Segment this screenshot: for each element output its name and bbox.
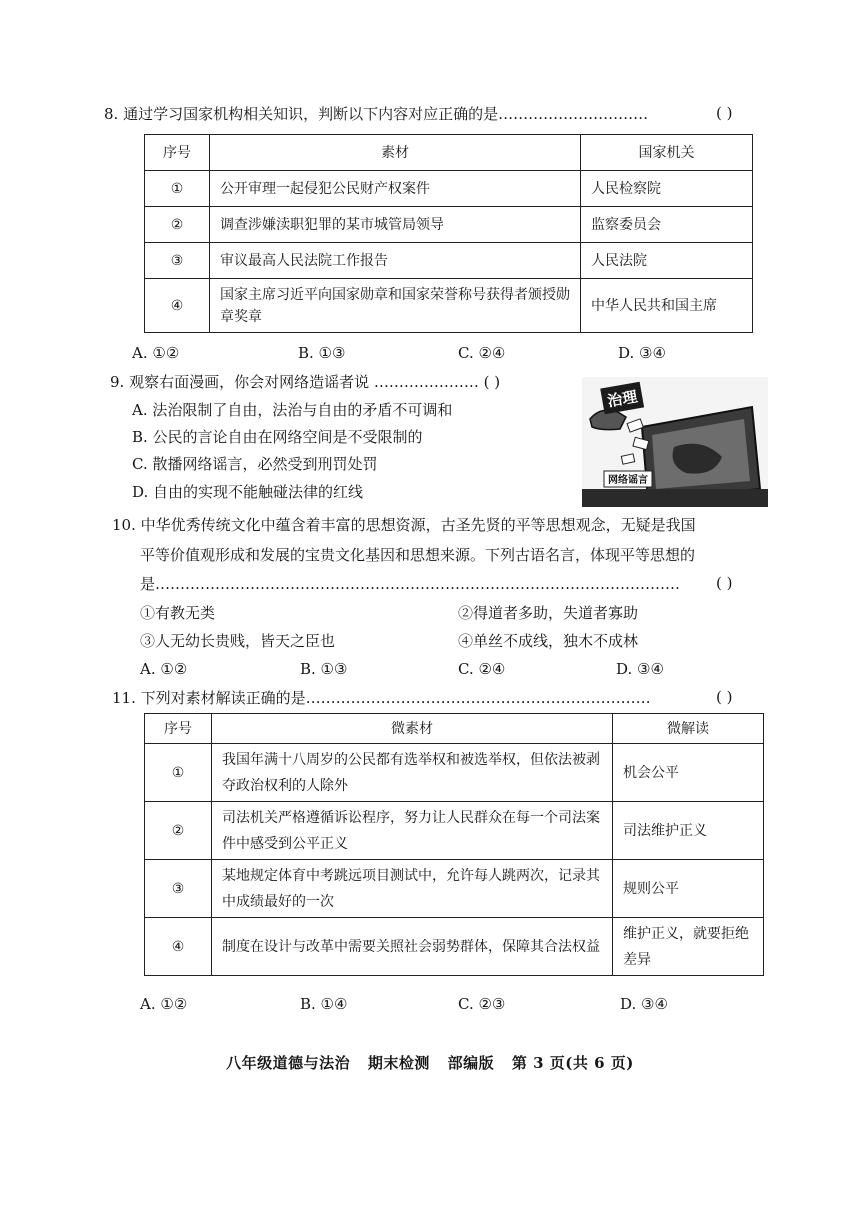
row-material: 制度在设计与改革中需要关照社会弱势群体，保障其合法权益 — [212, 918, 613, 976]
row-number: ① — [145, 744, 212, 802]
q10-stem-line-2: 平等价值观形成和发展的宝贵文化基因和思想来源。下列古语名言，体现平等思想的 — [140, 546, 696, 564]
table-row — [145, 802, 764, 860]
option-b[interactable]: B. ①③ — [298, 344, 346, 362]
row-organ: 中华人民共和国主席 — [581, 279, 753, 333]
row-number: ② — [145, 207, 210, 243]
q9-choice-d[interactable]: D. 自由的实现不能触碰法律的红线 — [132, 483, 364, 501]
table-row — [145, 171, 753, 207]
row-number: ③ — [145, 860, 212, 918]
row-material: 我国年满十八周岁的公民都有选举权和被选举权，但依法被剥夺政治权利的人除外 — [212, 744, 613, 802]
row-material: 国家主席习近平向国家勋章和国家荣誉称号获得者颁授勋章奖章 — [210, 279, 581, 333]
option-a[interactable]: A. ①② — [140, 995, 188, 1013]
row-number: ③ — [145, 243, 210, 279]
table-row — [145, 279, 753, 333]
row-material: 审议最高人民法院工作报告 — [210, 243, 581, 279]
row-number: ④ — [145, 918, 212, 976]
table-row — [145, 918, 764, 976]
option-d[interactable]: D. ③④ — [618, 344, 666, 362]
table-row — [145, 207, 753, 243]
page-footer — [0, 1052, 860, 1073]
q10-stem-line-3: 是…………………………………………………………………………………………… — [140, 575, 681, 593]
rumor-cartoon — [582, 377, 768, 507]
option-a[interactable]: A. ①② — [132, 344, 180, 362]
table-header-cell: 国家机关 — [581, 135, 753, 171]
row-number: ② — [145, 802, 212, 860]
option-b[interactable]: B. ①④ — [300, 995, 348, 1013]
row-material: 司法机关严格遵循诉讼程序，努力让人民群众在每一个司法案件中感受到公平正义 — [212, 802, 613, 860]
cartoon-sign-text: 治理 — [606, 387, 639, 411]
option-c[interactable]: C. ②④ — [458, 660, 506, 678]
option-d[interactable]: D. ③④ — [620, 995, 668, 1013]
table-header-cell: 素材 — [210, 135, 581, 171]
q10-item-1: ①有教无类 — [140, 604, 216, 622]
q10-answer-paren: ( ) — [716, 574, 733, 592]
footer-edition: 部编版 — [447, 1054, 495, 1072]
q11-table — [144, 713, 764, 976]
row-number: ④ — [145, 279, 210, 333]
q9-choice-a[interactable]: A. 法治限制了自由，法治与自由的矛盾不可调和 — [132, 401, 453, 419]
row-interpretation: 司法维护正义 — [613, 802, 764, 860]
q9-choice-b[interactable]: B. 公民的言论自由在网络空间是不受限制的 — [132, 428, 423, 446]
option-c[interactable]: C. ②③ — [458, 995, 506, 1013]
q10-item-2: ②得道者多助，失道者寡助 — [458, 604, 639, 622]
cartoon-caption: 网络谣言 — [608, 475, 648, 486]
footer-exam: 期末检测 — [367, 1054, 430, 1072]
row-material: 某地规定体育中考跳远项目测试中，允许每人跳两次，记录其中成绩最好的一次 — [212, 860, 613, 918]
table-header-cell: 序号 — [145, 714, 212, 744]
table-row — [145, 860, 764, 918]
q9-choice-c[interactable]: C. 散播网络谣言，必然受到刑罚处罚 — [132, 455, 378, 473]
q11-answer-paren: ( ) — [716, 688, 733, 706]
option-a[interactable]: A. ①② — [140, 660, 188, 678]
row-material: 调查涉嫌渎职犯罪的某市城管局领导 — [210, 207, 581, 243]
option-b[interactable]: B. ①③ — [300, 660, 348, 678]
row-organ: 监察委员会 — [581, 207, 753, 243]
row-number: ① — [145, 171, 210, 207]
row-organ: 人民法院 — [581, 243, 753, 279]
footer-page-number: 第 3 页(共 6 页) — [511, 1054, 634, 1072]
q8-stem: 8. 通过学习国家机构相关知识，判断以下内容对应正确的是………………………… — [104, 105, 649, 123]
row-material: 公开审理一起侵犯公民财产权案件 — [210, 171, 581, 207]
table-header-cell: 序号 — [145, 135, 210, 171]
row-organ: 人民检察院 — [581, 171, 753, 207]
row-interpretation: 机会公平 — [613, 744, 764, 802]
q8-table — [144, 134, 753, 333]
table-header-row — [145, 135, 753, 171]
table-row — [145, 243, 753, 279]
q8-answer-paren: ( ) — [716, 104, 733, 122]
row-interpretation: 规则公平 — [613, 860, 764, 918]
row-interpretation: 维护正义，就要拒绝差异 — [613, 918, 764, 976]
option-d[interactable]: D. ③④ — [616, 660, 664, 678]
q9-stem: 9. 观察右面漫画，你会对网络造谣者说 ………………… ( ) — [110, 373, 501, 391]
footer-subject: 八年级道德与法治 — [226, 1054, 351, 1072]
option-c[interactable]: C. ②④ — [458, 344, 506, 362]
q10-item-4: ④单丝不成线，独木不成林 — [458, 632, 639, 650]
table-header-row — [145, 714, 764, 744]
table-header-cell: 微解读 — [613, 714, 764, 744]
table-row — [145, 744, 764, 802]
q10-stem-line-1: 10. 中华优秀传统文化中蕴含着丰富的思想资源，古圣先贤的平等思想观念，无疑是我国 — [112, 516, 696, 534]
q11-stem: 11. 下列对素材解读正确的是…………………………………………………………… — [112, 689, 651, 707]
table-header-cell: 微素材 — [212, 714, 613, 744]
q10-item-3: ③人无幼长贵贱，皆天之臣也 — [140, 632, 336, 650]
